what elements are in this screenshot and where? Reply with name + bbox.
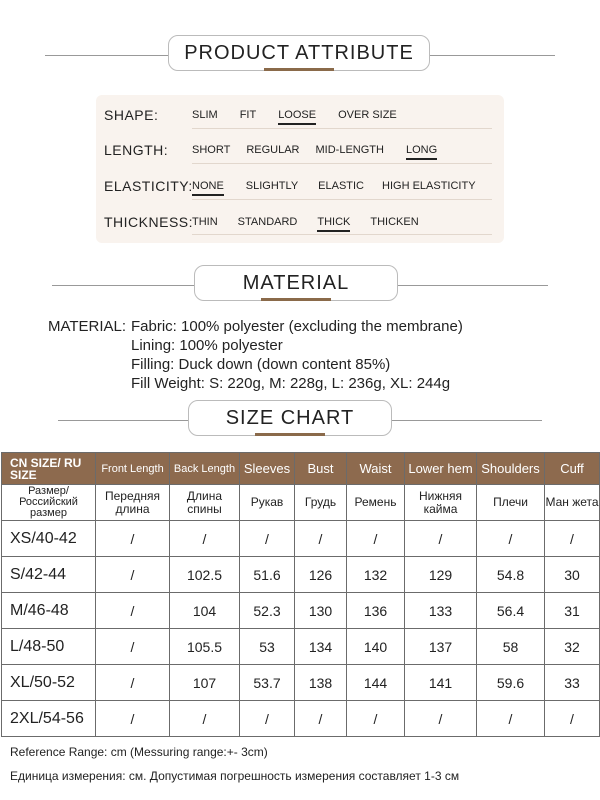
attr-label: THICKNESS:: [104, 214, 194, 230]
attr-row-shape: [104, 102, 411, 128]
measure-cell: /: [295, 521, 347, 557]
material-line: Lining: 100% polyester: [131, 337, 283, 354]
header-cell: Front Length: [96, 453, 170, 485]
header-cell: Передняя длина: [96, 485, 170, 521]
row-divider: [192, 163, 492, 164]
attr-row-thickness: [104, 209, 433, 235]
size-cell: 2XL/54-56: [2, 701, 96, 737]
attr-option: SLIM: [192, 109, 218, 121]
divider: [52, 285, 194, 286]
measure-cell: 53: [240, 629, 295, 665]
measure-cell: 102.5: [170, 557, 240, 593]
attr-label: ELASTICITY:: [104, 178, 193, 194]
header-cell: Cuff: [545, 453, 600, 485]
note-ru: Единица измерения: см. Допустимая погрешность измерения составляет 1-3 см: [10, 769, 460, 783]
measure-cell: /: [347, 701, 405, 737]
attr-option-selected: THICK: [317, 216, 351, 228]
header-cell: Lower hem: [405, 453, 477, 485]
measure-cell: 56.4: [477, 593, 545, 629]
section-title: [168, 35, 430, 71]
material-lines: [131, 317, 463, 393]
measure-cell: /: [240, 701, 295, 737]
measure-cell: 133: [405, 593, 477, 629]
header-cell: Нижняя кайма: [405, 485, 477, 521]
measure-cell: 107: [170, 665, 240, 701]
measure-cell: /: [240, 521, 295, 557]
title-underline: [255, 433, 325, 436]
header-cell: Ремень: [347, 485, 405, 521]
measure-cell: 134: [295, 629, 347, 665]
section-title-text: SIZE CHART: [225, 406, 355, 429]
table-body: [2, 521, 600, 737]
measure-cell: /: [96, 665, 170, 701]
section-title: [194, 265, 398, 301]
section-title: [188, 400, 392, 436]
table-row: [2, 557, 600, 593]
attr-option-selected: LOOSE: [278, 109, 317, 121]
attr-option-selected: NONE: [192, 180, 224, 192]
measure-cell: /: [96, 629, 170, 665]
table-row: [2, 593, 600, 629]
title-underline: [261, 298, 331, 301]
header-cell: Back Length: [170, 453, 240, 485]
measure-cell: 53.7: [240, 665, 295, 701]
divider: [58, 420, 188, 421]
table-header-en: [2, 453, 600, 485]
divider: [398, 285, 548, 286]
row-divider: [192, 128, 492, 129]
attr-label: LENGTH:: [104, 142, 169, 158]
measure-cell: /: [96, 593, 170, 629]
measure-cell: /: [170, 701, 240, 737]
measure-cell: 132: [347, 557, 405, 593]
measure-cell: 51.6: [240, 557, 295, 593]
measure-cell: 33: [545, 665, 600, 701]
header-cell: Рукав: [240, 485, 295, 521]
measure-cell: 58: [477, 629, 545, 665]
measure-cell: /: [170, 521, 240, 557]
attr-option: STANDARD: [237, 216, 298, 228]
header-cell: Bust: [295, 453, 347, 485]
measure-cell: 30: [545, 557, 600, 593]
row-divider: [192, 234, 492, 235]
attr-option: SLIGHTLY: [245, 180, 299, 192]
header-cell: Waist: [347, 453, 405, 485]
measure-cell: 136: [347, 593, 405, 629]
measure-cell: 32: [545, 629, 600, 665]
measure-cell: /: [477, 521, 545, 557]
header-cell: Sleeves: [240, 453, 295, 485]
header-cell: Ман жета: [545, 485, 600, 521]
title-underline: [264, 68, 334, 71]
attr-option: HIGH ELASTICITY: [382, 180, 476, 192]
attr-option: THIN: [192, 216, 218, 228]
measure-cell: 54.8: [477, 557, 545, 593]
attr-label: SHAPE:: [104, 107, 159, 123]
measure-cell: 129: [405, 557, 477, 593]
attribute-panel: [96, 95, 504, 243]
product-attribute-header: [0, 35, 600, 75]
measure-cell: /: [405, 521, 477, 557]
material-line: Fabric: 100% polyester (excluding the membrane): [131, 318, 463, 335]
measure-cell: 31: [545, 593, 600, 629]
header-cell: Плечи: [477, 485, 545, 521]
header-cell: Размер/ Российский размер: [2, 485, 96, 521]
size-cell: M/46-48: [2, 593, 96, 629]
header-cell: CN SIZE/ RU SIZE: [2, 453, 96, 485]
measure-cell: 137: [405, 629, 477, 665]
attr-option: OVER SIZE: [338, 109, 397, 121]
table-row: [2, 665, 600, 701]
attr-option: SHORT: [192, 144, 231, 156]
measure-cell: /: [545, 521, 600, 557]
material-line: Fill Weight: S: 220g, M: 228g, L: 236g, XL: 244g: [131, 375, 451, 392]
attr-row-length: [104, 137, 451, 163]
measure-cell: /: [96, 521, 170, 557]
measure-cell: 138: [295, 665, 347, 701]
table-row: [2, 629, 600, 665]
table-row: [2, 521, 600, 557]
divider: [392, 420, 542, 421]
divider: [430, 55, 555, 56]
header-cell: Грудь: [295, 485, 347, 521]
table-row: [2, 701, 600, 737]
attr-option: ELASTIC: [318, 180, 365, 192]
measure-cell: 144: [347, 665, 405, 701]
measure-cell: /: [295, 701, 347, 737]
table-header-ru: [2, 485, 600, 521]
material-header: [0, 265, 600, 305]
attr-row-elasticity: [104, 173, 490, 199]
measure-cell: 126: [295, 557, 347, 593]
measure-cell: 52.3: [240, 593, 295, 629]
attr-option: MID-LENGTH: [315, 144, 384, 156]
material-label: MATERIAL:: [48, 318, 127, 335]
size-chart-header: [0, 400, 600, 440]
size-cell: L/48-50: [2, 629, 96, 665]
measure-cell: /: [405, 701, 477, 737]
attr-option: THICKEN: [370, 216, 419, 228]
row-divider: [192, 199, 492, 200]
measure-cell: 104: [170, 593, 240, 629]
measure-cell: /: [477, 701, 545, 737]
section-title-text: MATERIAL: [242, 271, 350, 294]
measure-cell: /: [96, 557, 170, 593]
attr-option: FIT: [239, 109, 257, 121]
measure-cell: /: [545, 701, 600, 737]
size-cell: XL/50-52: [2, 665, 96, 701]
material-line: Filling: Duck down (down content 85%): [131, 356, 391, 373]
measure-cell: 140: [347, 629, 405, 665]
divider: [45, 55, 170, 56]
header-cell: Shoulders: [477, 453, 545, 485]
measure-cell: /: [96, 701, 170, 737]
measure-cell: 105.5: [170, 629, 240, 665]
section-title-text: PRODUCT ATTRIBUTE: [184, 41, 414, 64]
attr-option: REGULAR: [246, 144, 300, 156]
measure-cell: 130: [295, 593, 347, 629]
measure-cell: /: [347, 521, 405, 557]
note-en: Reference Range: cm (Messuring range:+- 3cm): [10, 745, 268, 759]
measure-cell: 141: [405, 665, 477, 701]
size-cell: S/42-44: [2, 557, 96, 593]
attr-option-selected: LONG: [405, 144, 438, 156]
header-cell: Длина спины: [170, 485, 240, 521]
size-table: [1, 452, 600, 737]
size-cell: XS/40-42: [2, 521, 96, 557]
measure-cell: 59.6: [477, 665, 545, 701]
